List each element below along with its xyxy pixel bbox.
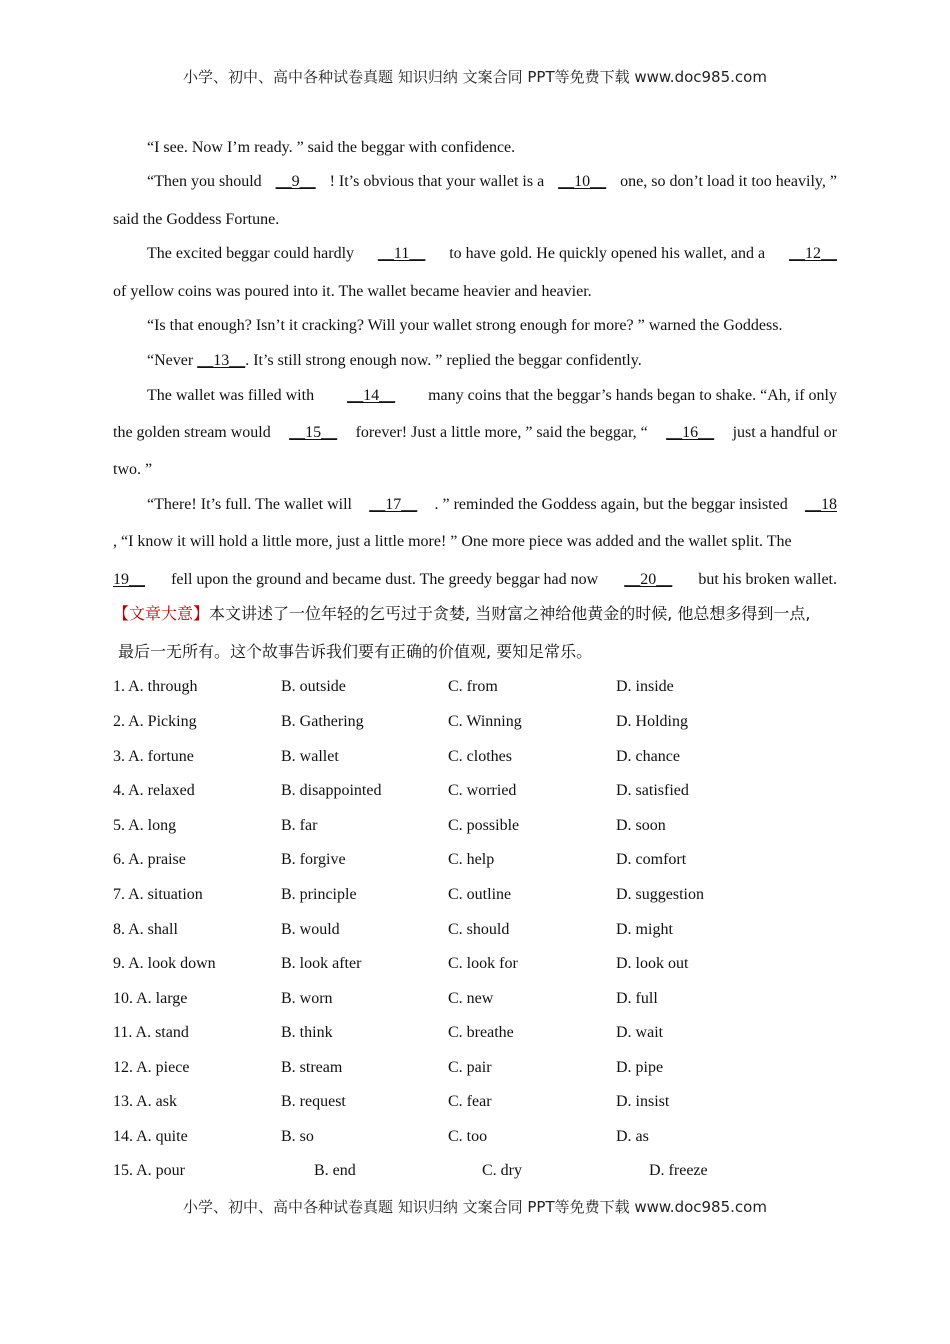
option-b: B. think [281,1024,333,1041]
text-segment: many coins that the beggar’s hands began to shake. “Ah, if only [428,387,837,404]
option-c: C. pair [448,1059,492,1076]
page-footer: 小学、初中、高中各种试卷真题 知识归纳 文案合同 PPT等免费下载 www.doc985.com [183,1198,767,1216]
option-row-11 [0,1023,950,1043]
option-c: C. look for [448,955,518,972]
option-a: 1. A. through [113,678,198,695]
text-segment: fell upon the ground and became dust. The greedy beggar had now [171,571,599,588]
option-c: C. Winning [448,713,522,730]
passage-line-11 [147,495,837,515]
option-row-6 [0,850,950,870]
option-d: D. chance [616,748,680,765]
option-b: B. worn [281,990,333,1007]
passage-line-7 [147,351,642,371]
blank-14: __14__ [347,387,396,404]
option-d: D. wait [616,1024,664,1041]
text-segment: . It’s still strong enough now. ” replied the beggar confidently. [245,352,642,369]
summary-text: 本文讲述了一位年轻的乞丐过于贪婪, 当财富之神给他黄金的时候, 他总想多得到一点, [209,604,811,623]
option-c: C. too [448,1128,488,1145]
passage-line-10: two. ” [113,461,153,478]
option-d: D. full [616,990,658,1007]
text-segment: ! It’s obvious that your wallet is a [329,173,545,190]
option-b: B. disappointed [281,782,382,799]
text-segment: the golden stream would [113,424,271,441]
option-d: D. satisfied [616,782,689,799]
blank-11: __11__ [377,245,426,262]
option-d: D. Holding [616,713,688,730]
option-a: 15. A. pour [113,1162,185,1179]
option-d: D. as [616,1128,649,1145]
option-a: 7. A. situation [113,886,203,903]
option-row-3 [0,747,950,767]
blank-18: __18 [804,496,837,513]
option-row-10 [0,989,950,1009]
passage-line-8 [147,386,837,406]
option-row-9 [0,954,950,974]
option-row-14 [0,1127,950,1147]
option-b: B. wallet [281,748,339,765]
option-b: B. would [281,921,340,938]
blank-20: __20__ [624,571,673,588]
option-b: B. stream [281,1059,343,1076]
option-b: B. end [314,1162,356,1179]
option-c: C. clothes [448,748,512,765]
option-d: D. inside [616,678,674,695]
option-row-4 [0,781,950,801]
option-d: D. soon [616,817,666,834]
option-b: B. look after [281,955,362,972]
option-a: 11. A. stand [113,1024,189,1041]
option-d: D. look out [616,955,689,972]
option-row-2 [0,712,950,732]
option-a: 10. A. large [113,990,188,1007]
passage-line-9 [113,423,837,443]
option-row-1 [0,677,950,697]
option-c: C. worried [448,782,517,799]
text-segment: “There! It’s full. The wallet will [147,496,352,513]
option-a: 14. A. quite [113,1128,188,1145]
option-row-12 [0,1058,950,1078]
option-row-15 [0,1161,950,1181]
passage-line-5: of yellow coins was poured into it. The wallet became heavier and heavier. [113,283,592,300]
text-segment: just a handful or [732,424,837,441]
blank-16: __16__ [666,424,715,441]
text-segment: “Then you should [147,173,262,190]
option-c: C. from [448,678,498,695]
option-a: 9. A. look down [113,955,216,972]
option-c: C. outline [448,886,512,903]
text-segment: The excited beggar could hardly [147,245,355,262]
passage-line-3: said the Goddess Fortune. [113,211,280,228]
passage-line-12: , “I know it will hold a little more, just a little more! ” One more piece was added and the wallet split. The [113,533,792,550]
text-segment: “Never [147,352,194,369]
option-b: B. outside [281,678,346,695]
option-row-7 [0,885,950,905]
option-d: D. insist [616,1093,670,1110]
option-a: 13. A. ask [113,1093,177,1110]
blank-17: __17__ [369,496,418,513]
text-segment: . ” reminded the Goddess again, but the beggar insisted [434,496,788,513]
option-d: D. comfort [616,851,687,868]
option-c: C. dry [482,1162,522,1179]
option-c: C. help [448,851,495,868]
option-b: B. request [281,1093,346,1110]
blank-15: __15__ [289,424,338,441]
text-segment: but his broken wallet. [698,571,837,588]
blank-13: __13__ [197,352,246,369]
blank-12: __12__ [788,245,837,262]
text-segment: forever! Just a little more, ” said the beggar, “ [355,424,648,441]
option-a: 5. A. long [113,817,177,834]
passage-line-4 [147,244,837,264]
passage-line-13 [113,570,837,590]
option-b: B. so [281,1128,314,1145]
option-d: D. might [616,921,673,938]
option-a: 4. A. relaxed [113,782,195,799]
passage-line-6: “Is that enough? Isn’t it cracking? Will your wallet strong enough for more? ” warned the Goddess. [147,317,783,334]
page-header: 小学、初中、高中各种试卷真题 知识归纳 文案合同 PPT等免费下载 www.doc985.com [183,68,767,86]
passage-line-2 [147,172,837,192]
option-a: 8. A. shall [113,921,178,938]
option-b: B. far [281,817,318,834]
option-c: C. new [448,990,494,1007]
text-segment: to have gold. He quickly opened his wallet, and a [449,245,766,262]
option-d: D. freeze [649,1162,708,1179]
option-c: C. fear [448,1093,492,1110]
summary-tag: 【文章大意】 [113,604,210,623]
blank-9: __9__ [275,173,316,190]
option-b: B. Gathering [281,713,364,730]
summary-line-1 [113,604,843,624]
option-row-5 [0,816,950,836]
option-a: 12. A. piece [113,1059,190,1076]
option-d: D. suggestion [616,886,704,903]
option-c: C. breathe [448,1024,514,1041]
option-b: B. forgive [281,851,346,868]
option-row-8 [0,920,950,940]
option-row-13 [0,1092,950,1112]
text-segment: The wallet was filled with [147,387,315,404]
summary-line-2: 最后一无所有。这个故事告诉我们要有正确的价值观, 要知足常乐。 [118,642,593,661]
blank-19: 19__ [113,571,145,588]
text-segment: one, so don’t load it too heavily, ” [620,173,837,190]
option-a: 3. A. fortune [113,748,194,765]
option-a: 2. A. Picking [113,713,197,730]
option-c: C. should [448,921,510,938]
blank-10: __10__ [558,173,607,190]
option-a: 6. A. praise [113,851,186,868]
option-b: B. principle [281,886,357,903]
option-c: C. possible [448,817,520,834]
passage-line-1: “I see. Now I’m ready. ” said the beggar with confidence. [147,139,516,156]
option-d: D. pipe [616,1059,664,1076]
